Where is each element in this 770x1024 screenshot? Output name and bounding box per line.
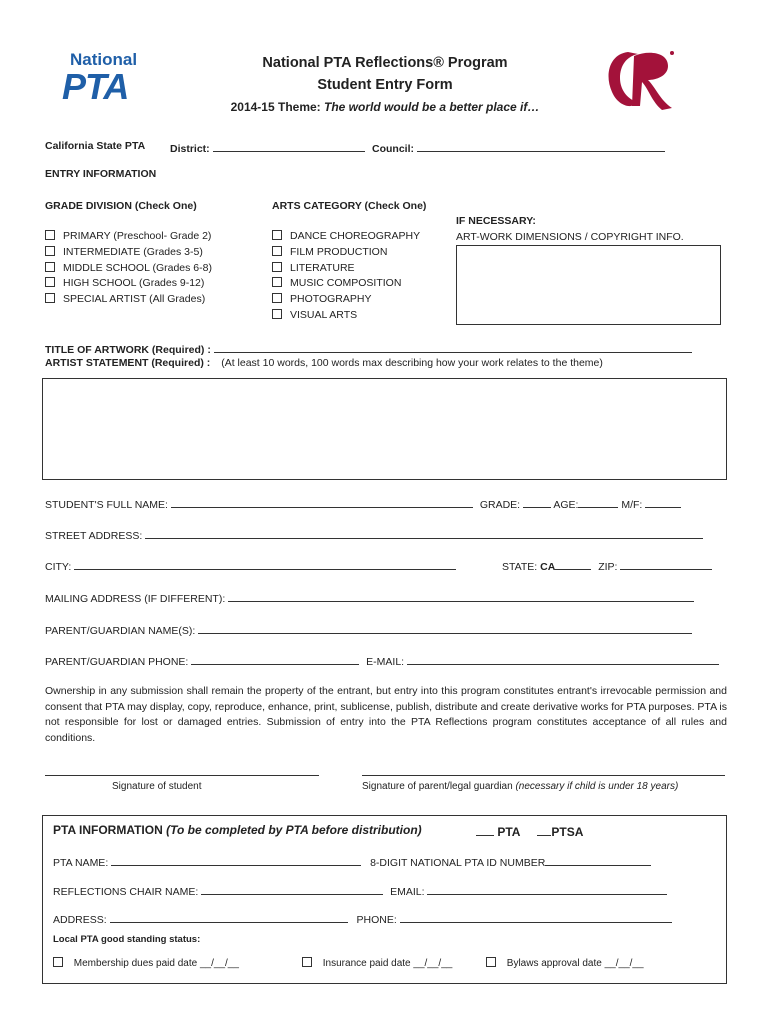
arts-option[interactable]: LITERATURE [272, 262, 420, 278]
district-line[interactable] [213, 140, 365, 152]
dimensions-label: ART-WORK DIMENSIONS / COPYRIGHT INFO. [456, 231, 684, 243]
pta-address-line[interactable] [110, 911, 348, 923]
if-necessary-label: IF NECESSARY: [456, 215, 536, 227]
bylaws-date: __/__/__ [604, 958, 644, 969]
parent-signature-line[interactable] [362, 766, 725, 776]
parent-signature-caption [362, 781, 678, 792]
checkbox[interactable] [272, 277, 282, 287]
pta-id-line[interactable] [545, 854, 651, 866]
artist-statement-row [45, 357, 603, 369]
arts-option[interactable]: DANCE CHOREOGRAPHY [272, 230, 420, 246]
pta-phone-line[interactable] [400, 911, 672, 923]
entry-heading: ENTRY INFORMATION [45, 168, 157, 180]
form-title-line1: National PTA Reflections® Program [262, 55, 508, 71]
state-label: STATE: [502, 561, 538, 573]
chair-label: REFLECTIONS CHAIR NAME: [53, 886, 199, 898]
parent-name-row [45, 622, 692, 637]
state-zip-row [502, 558, 712, 573]
city-row [45, 558, 456, 573]
checkbox[interactable] [272, 293, 282, 303]
arts-option[interactable]: VISUAL ARTS [272, 309, 420, 325]
logo-text-pta: PTA [62, 66, 129, 107]
mf-label: M/F: [621, 499, 643, 511]
checkbox[interactable] [45, 277, 55, 287]
checkbox[interactable] [45, 230, 55, 240]
state-pta-label: California State PTA [45, 140, 146, 152]
council-label: Council: [372, 143, 414, 155]
parent-signature-label: Signature of parent/legal guardian [362, 781, 513, 792]
grade-list [45, 230, 212, 309]
membership-option[interactable] [53, 957, 239, 969]
zip-label: ZIP: [598, 561, 618, 573]
checkbox[interactable] [45, 262, 55, 272]
insurance-label: Insurance paid date [322, 958, 411, 969]
pta-name-row [53, 854, 651, 869]
district-field[interactable] [170, 140, 365, 155]
theme-label: 2014-15 Theme: [230, 100, 321, 114]
student-name-label: STUDENT'S FULL NAME: [45, 499, 168, 511]
pta-address-label: ADDRESS: [53, 914, 107, 926]
pta-name-line[interactable] [111, 854, 361, 866]
age-label: AGE: [553, 499, 579, 511]
ptsa-option-line[interactable] [537, 823, 551, 836]
pta-id-label: 8-DIGIT NATIONAL PTA ID NUMBER [370, 857, 546, 869]
city-label: CITY: [45, 561, 72, 573]
checkbox[interactable] [272, 262, 282, 272]
reflections-logo [598, 44, 678, 116]
state-value: CA [540, 561, 556, 573]
logo-text-national: National [70, 50, 138, 69]
student-signature-line[interactable] [45, 766, 319, 776]
artist-statement-hint: (At least 10 words, 100 words max describing how your work relates to the theme) [221, 357, 603, 369]
district-label: District: [170, 143, 210, 155]
parent-name-label: PARENT/GUARDIAN NAME(S): [45, 625, 196, 637]
legal-text: Ownership in any submission shall remain the property of the entrant, but entry into this program constitutes entrant's irrevocable permission and consent that PTA may display, copy, reproduce, enhance, print, sublicense, publish, distribute and create derivative works for PTA purposes. PTA is not responsible for lost or damaged entries. Submission of entry into the PTA Reflections program constitutes acceptance of all rules and conditions. [45, 685, 727, 744]
theme-text: The world would be a better place if… [324, 100, 540, 114]
form-title-line2: Student Entry Form [317, 77, 453, 93]
bylaws-option[interactable] [486, 957, 644, 969]
grade-line[interactable] [523, 496, 551, 508]
artwork-title-line[interactable] [214, 341, 692, 353]
checkbox[interactable] [53, 957, 63, 967]
grade-option[interactable]: MIDDLE SCHOOL (Grades 6-8) [45, 262, 212, 278]
student-name-row [45, 496, 681, 511]
arts-list [272, 230, 420, 325]
grade-option[interactable]: SPECIAL ARTIST (All Grades) [45, 293, 212, 309]
street-label: STREET ADDRESS: [45, 530, 143, 542]
membership-label: Membership dues paid date [73, 958, 198, 969]
checkbox[interactable] [486, 957, 496, 967]
parent-phone-row [45, 653, 719, 668]
pta-option-line[interactable] [476, 823, 494, 836]
parent-phone-line[interactable] [191, 653, 359, 665]
artist-statement-label: ARTIST STATEMENT (Required) : [45, 357, 211, 369]
age-line[interactable] [578, 496, 618, 508]
email-line[interactable] [407, 653, 719, 665]
arts-option[interactable]: FILM PRODUCTION [272, 246, 420, 262]
dimensions-box[interactable] [456, 245, 721, 325]
grade-label: GRADE: [479, 499, 521, 511]
pta-heading-note: (To be completed by PTA before distribution) [166, 823, 422, 837]
pta-heading-label: PTA INFORMATION [53, 823, 163, 837]
mailing-row [45, 590, 694, 605]
zip-line[interactable] [620, 558, 712, 570]
grade-heading: GRADE DIVISION (Check One) [45, 200, 197, 212]
pta-heading [53, 823, 422, 837]
mailing-label: MAILING ADDRESS (IF DIFFERENT): [45, 593, 226, 605]
pta-email-line[interactable] [427, 883, 667, 895]
artwork-title-label: TITLE OF ARTWORK (Required) : [45, 344, 211, 356]
checkbox[interactable] [272, 309, 282, 319]
artist-statement-box[interactable] [42, 378, 727, 480]
pta-phone-label: PHONE: [356, 914, 397, 926]
pta-type-options [476, 823, 583, 839]
street-row [45, 527, 703, 542]
artwork-title-field[interactable] [45, 341, 692, 356]
theme-line [185, 100, 585, 114]
pta-address-row [53, 911, 672, 926]
street-line[interactable] [145, 527, 703, 539]
checkbox[interactable] [45, 246, 55, 256]
pta-option-label: PTA [497, 825, 521, 839]
mf-line[interactable] [645, 496, 681, 508]
parent-phone-label: PARENT/GUARDIAN PHONE: [45, 656, 189, 668]
arts-heading: ARTS CATEGORY (Check One) [272, 200, 427, 212]
student-name-line[interactable] [171, 496, 473, 508]
pta-email-label: EMAIL: [390, 886, 425, 898]
ptsa-option-label: PTSA [551, 825, 584, 839]
membership-date: __/__/__ [199, 958, 239, 969]
arts-option[interactable]: MUSIC COMPOSITION [272, 277, 420, 293]
city-line[interactable] [74, 558, 456, 570]
bylaws-label: Bylaws approval date [506, 958, 602, 969]
parent-name-line[interactable] [198, 622, 692, 634]
checkbox[interactable] [272, 230, 282, 240]
chair-line[interactable] [201, 883, 383, 895]
arts-option[interactable]: PHOTOGRAPHY [272, 293, 420, 309]
grade-option[interactable]: HIGH SCHOOL (Grades 9-12) [45, 277, 212, 293]
insurance-date: __/__/__ [413, 958, 453, 969]
national-pta-logo [62, 50, 162, 110]
council-line[interactable] [417, 140, 665, 152]
insurance-option[interactable] [302, 957, 452, 969]
chair-row [53, 883, 667, 898]
standing-label: Local PTA good standing status: [53, 934, 201, 945]
checkbox[interactable] [272, 246, 282, 256]
grade-option[interactable]: INTERMEDIATE (Grades 3-5) [45, 246, 212, 262]
parent-signature-note: (necessary if child is under 18 years) [515, 781, 679, 792]
checkbox[interactable] [302, 957, 312, 967]
state-line[interactable] [555, 558, 591, 570]
checkbox[interactable] [45, 293, 55, 303]
grade-option[interactable]: PRIMARY (Preschool- Grade 2) [45, 230, 212, 246]
mailing-line[interactable] [228, 590, 694, 602]
student-signature-label: Signature of student [112, 781, 202, 792]
email-label: E-MAIL: [366, 656, 405, 668]
pta-name-label: PTA NAME: [53, 857, 109, 869]
council-field[interactable] [372, 140, 665, 155]
